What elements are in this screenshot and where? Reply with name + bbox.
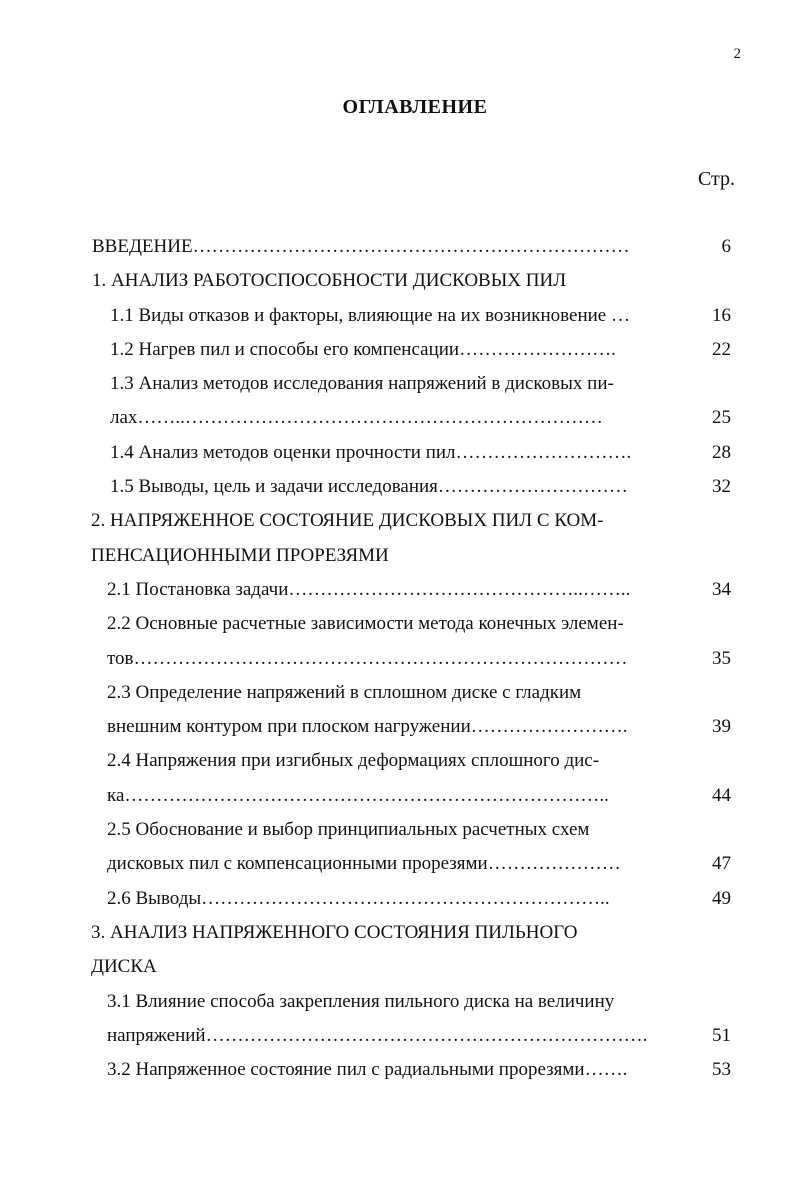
toc-entry-page: 49 bbox=[712, 887, 731, 909]
toc-entry-page: 47 bbox=[712, 853, 731, 875]
toc-entry bbox=[0, 607, 797, 641]
toc-entry-text: 1.5 Выводы, цель и задачи исследования………………………… bbox=[110, 476, 628, 498]
toc-entry-text: 2.3 Определение напряжений в сплошном диске с гладким bbox=[107, 681, 582, 703]
toc-entry-page: 22 bbox=[712, 338, 731, 360]
toc-entry bbox=[0, 882, 797, 916]
toc-entry-text: 1.2 Нагрев пил и способы его компенсации……………………. bbox=[110, 338, 616, 360]
toc-entry bbox=[0, 230, 797, 264]
toc-entry-text: 2.2 Основные расчетные зависимости метода конечных элемен- bbox=[107, 613, 624, 635]
toc-entry bbox=[0, 744, 797, 778]
toc-entry bbox=[0, 367, 797, 401]
toc-entry bbox=[0, 779, 797, 813]
toc-entry-text: лах……..………………………………………………………… bbox=[110, 407, 603, 429]
toc-entry bbox=[0, 264, 797, 298]
toc-entry bbox=[0, 985, 797, 1019]
toc-entry bbox=[0, 950, 797, 984]
toc-entry bbox=[0, 642, 797, 676]
toc-entry-page: 6 bbox=[721, 236, 731, 257]
toc-entry-text: 3.1 Влияние способа закрепления пильного диска на величину bbox=[107, 990, 615, 1012]
toc-entry bbox=[0, 436, 797, 470]
toc-entry-text: 1.3 Анализ методов исследования напряжений в дисковых пи- bbox=[110, 373, 614, 395]
toc-entry-text: 3.2 Напряженное состояние пил с радиальными прорезями……. bbox=[107, 1059, 628, 1081]
toc-entry-text: 2. НАПРЯЖЕННОЕ СОСТОЯНИЕ ДИСКОВЫХ ПИЛ С КОМ- bbox=[91, 510, 604, 532]
toc-entry-text: тов…………………………………………………………………… bbox=[107, 647, 628, 669]
page-column-label: Стр. bbox=[697, 168, 735, 190]
toc-entry-text: 1.1 Виды отказов и факторы, влияющие на их возникновение … bbox=[110, 304, 630, 326]
toc-entry bbox=[0, 847, 797, 881]
toc-entry-page: 51 bbox=[712, 1024, 731, 1046]
toc-entry-text: 2.6 Выводы……………………………………………………….. bbox=[107, 887, 610, 909]
toc-entry-text: 2.5 Обоснование и выбор принципиальных расчетных схем bbox=[107, 819, 590, 841]
toc-entry-text: 1.4 Анализ методов оценки прочности пил………………………. bbox=[110, 441, 632, 463]
toc-entry bbox=[0, 710, 797, 744]
toc-entry bbox=[0, 813, 797, 847]
toc-entry-page: 35 bbox=[712, 647, 731, 669]
toc-entry-page: 32 bbox=[712, 476, 731, 498]
toc-entry-text: 2.4 Напряжения при изгибных деформациях сплошного дис- bbox=[107, 750, 600, 772]
toc-entry-text: ка………………………………………………………………….. bbox=[107, 784, 609, 806]
toc-entry-page: 39 bbox=[712, 716, 731, 738]
toc-entry-text: 1. АНАЛИЗ РАБОТОСПОСОБНОСТИ ДИСКОВЫХ ПИЛ bbox=[92, 270, 567, 292]
toc-entry bbox=[0, 573, 797, 607]
toc-entry bbox=[0, 676, 797, 710]
toc-entry-page: 34 bbox=[712, 578, 731, 600]
toc-entry-text: ДИСКА bbox=[91, 956, 157, 978]
toc-entry bbox=[0, 1019, 797, 1053]
toc-entry bbox=[0, 299, 797, 333]
table-of-contents bbox=[0, 230, 797, 1087]
toc-entry bbox=[0, 470, 797, 504]
toc-entry-page: 25 bbox=[712, 407, 731, 429]
toc-entry-page: 28 bbox=[712, 441, 731, 463]
toc-entry bbox=[0, 333, 797, 367]
page-number: 2 bbox=[733, 46, 741, 62]
toc-entry bbox=[0, 916, 797, 950]
toc-entry-text: напряжений……………………………………………………………. bbox=[107, 1024, 648, 1046]
toc-entry-text: 2.1 Постановка задачи………………………………………..…….. bbox=[107, 578, 631, 600]
toc-entry bbox=[0, 539, 797, 573]
toc-entry-page: 44 bbox=[712, 784, 731, 806]
toc-entry bbox=[0, 1053, 797, 1087]
toc-entry-text: ПЕНСАЦИОННЫМИ ПРОРЕЗЯМИ bbox=[91, 544, 389, 566]
toc-entry-text: дисковых пил с компенсационными прорезями………………… bbox=[107, 853, 621, 875]
toc-entry bbox=[0, 504, 797, 538]
toc-entry-text: внешним контуром при плоском нагружении……………………. bbox=[107, 716, 628, 738]
toc-entry-text: 3. АНАЛИЗ НАПРЯЖЕННОГО СОСТОЯНИЯ ПИЛЬНОГО bbox=[91, 921, 578, 943]
toc-entry-text: ВВЕДЕНИЕ…………………………………………………………… bbox=[92, 236, 630, 257]
toc-entry-page: 16 bbox=[712, 304, 731, 326]
toc-entry bbox=[0, 401, 797, 435]
toc-entry-page: 53 bbox=[712, 1059, 731, 1081]
page-title: ОГЛАВЛЕНИЕ bbox=[342, 96, 488, 118]
